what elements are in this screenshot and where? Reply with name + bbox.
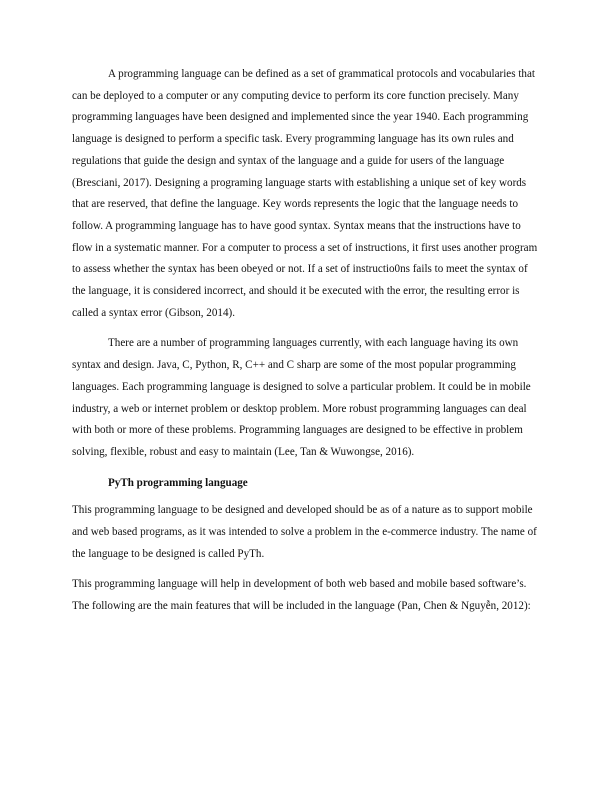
pyth-features-paragraph: This programming language will help in development of both web based and mobile based software’s. The following are the main features that will be included in the language (Pan, Chen & Nguyễn, 2012): bbox=[72, 578, 531, 613]
intro-paragraph: A programming language can be defined as a set of grammatical protocols and vocabularies that can be deployed to a computer or any computing device to perform its core function precisely. Many programming languages have been designed and implemented since the year 1940. Each programming language is designed to perform a specific task. Every programming language has its own rules and regulations that guide the design and syntax of the language and a guide for users of the language (Bresciani, 2017). Designing a programing language starts with establishing a unique set of key words that are reserved, that define the language. Key words represents the logic that the language needs to follow. A programming language has to have good syntax. Syntax means that the instructions have to flow in a systematic manner. For a computer to process a set of instructions, it first uses another program to assess whether the syntax has been obeyed or not. If a set of instructio0ns fails to meet the syntax of the language, it is considered incorrect, and should it be executed with the error, the resulting error is called a syntax error (Gibson, 2014). bbox=[72, 68, 538, 319]
section-heading: PyTh programming language bbox=[108, 476, 248, 489]
languages-paragraph: There are a number of programming languages currently, with each language having its own syntax and design. Java, C, Python, R, C++ and C sharp are some of the most popular programming languages. Each programming language is designed to solve a particular problem. It could be in mobile industry, a web or internet problem or desktop problem. More robust programming languages can deal with both or more of these problems. Programming languages are designed to be effective in problem solving, flexible, robust and easy to maintain (Lee, Tan & Wuwongse, 2016). bbox=[72, 337, 531, 458]
document-body bbox=[72, 64, 541, 627]
pyth-purpose-paragraph: This programming language to be designed and developed should be as of a nature as to support mobile and web based programs, as it was intended to solve a problem in the e-commerce industry. The name of the language to be designed is called PyTh. bbox=[72, 504, 537, 560]
